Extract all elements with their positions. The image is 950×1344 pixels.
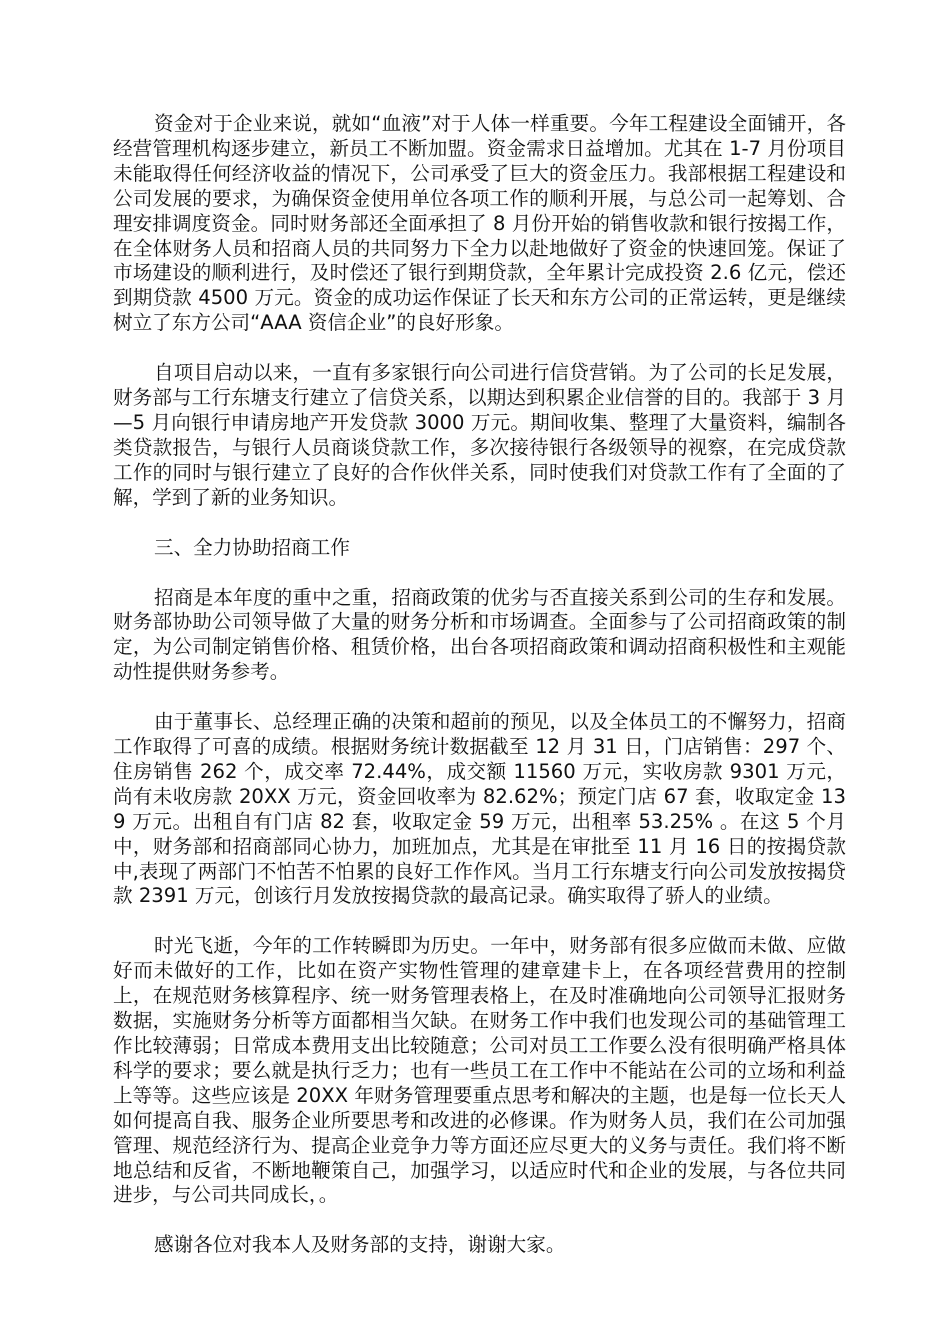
section-heading-investment-support: 三、全力协助招商工作 bbox=[154, 535, 350, 559]
paragraph-funding: 资金对于企业来说，就如“血液”对于人体一样重要。今年工程建设全面铺开，各经营管理机构逐步建立，新员工不断加盟。资金需求日益增加。尤其在 1-7 月份项目未能取得任何经济收益的情况下，公司承受了巨大的资金压力。我部根据工程建设和公司发展的要求，为确保资金使用单位各项工作的顺利开展，与总公司一起筹划、合理安排调度资金。同时财务部还全面承担了 8 月份开始的销售收款和银行按揭工作，在全体财务人员和招商人员的共同努力下全力以赴地做好了资金的快速回笼。保证了市场建设的顺利进行，及时偿还了银行到期贷款，全年累计完成投资 2.6 亿元，偿还到期贷款 4500 万元。资金的成功运作保证了长天和东方公司的正常运转，更是继续树立了东方公司“AAA 资信企业”的良好形象。 bbox=[113, 112, 846, 335]
paragraph-investment-policy: 招商是本年度的重中之重，招商政策的优劣与否直接关系到公司的生存和发展。财务部协助公司领导做了大量的财务分析和市场调查。全面参与了公司招商政策的制定，为公司制定销售价格、租赁价格，出台各项招商政策和调动招商积极性和主观能动性提供财务参考。 bbox=[113, 585, 846, 684]
paragraph-investment-results: 由于董事长、总经理正确的决策和超前的预见，以及全体员工的不懈努力，招商工作取得了可喜的成绩。根据财务统计数据截至 12 月 31 日，门店销售：297 个、住房销售 262 个，成交率 72.44%，成交额 11560 万元，实收房款 9301 万元，尚有未收房款 20XX 万元，资金回收率为 82.62%；预定门店 67 套，收取定金 139 万元。出租自有门店 82 套，收取定金 59 万元，出租率 53.25% 。在这 5 个月中，财务部和招商部同心协力，加班加点，尤其是在审批至 11 月 16 日的按揭贷款中,表现了两部门不怕苦不怕累的良好工作作风。当月工行东塘支行向公司发放按揭贷款 2391 万元，创该行月发放按揭贷款的最高记录。确实取得了骄人的业绩。 bbox=[113, 710, 846, 908]
paragraph-reflection: 时光飞逝，今年的工作转瞬即为历史。一年中，财务部有很多应做而未做、应做好而未做好的工作，比如在资产实物性管理的建章建卡上，在各项经营费用的控制上，在规范财务核算程序、统一财务管理表格上，在及时准确地向公司领导汇报财务数据，实施财务分析等方面都相当欠缺。在财务工作中我们也发现公司的基础管理工作比较薄弱；日常成本费用支出比较随意；公司对员工工作要么没有很明确严格具体科学的要求；要么就是执行乏力；也有一些员工在工作中不能站在公司的立场和利益上等等。这些应该是 20XX 年财务管理要重点思考和解决的主题，也是每一位长天人如何提高自我、服务企业所要思考和改进的必修课。作为财务人员，我们在公司加强管理、规范经济行为、提高企业竞争力等方面还应尽更大的义务与责任。我们将不断地总结和反省，不断地鞭策自己，加强学习，以适应时代和企业的发展，与各位共同进步，与公司共同成长，。 bbox=[113, 934, 846, 1207]
paragraph-thanks: 感谢各位对我本人及财务部的支持，谢谢大家。 bbox=[154, 1233, 566, 1257]
paragraph-credit: 自项目启动以来，一直有多家银行向公司进行信贷营销。为了公司的长足发展，财务部与工行东塘支行建立了信贷关系，以期达到积累企业信誉的目的。我部于 3 月—5 月向银行申请房地产开发贷款 3000 万元。期间收集、整理了大量资料，编制各类贷款报告，与银行人员商谈贷款工作，多次接待银行各级领导的视察，在完成贷款工作的同时与银行建立了良好的合作伙伴关系，同时使我们对贷款工作有了全面的了解，学到了新的业务知识。 bbox=[113, 361, 846, 509]
